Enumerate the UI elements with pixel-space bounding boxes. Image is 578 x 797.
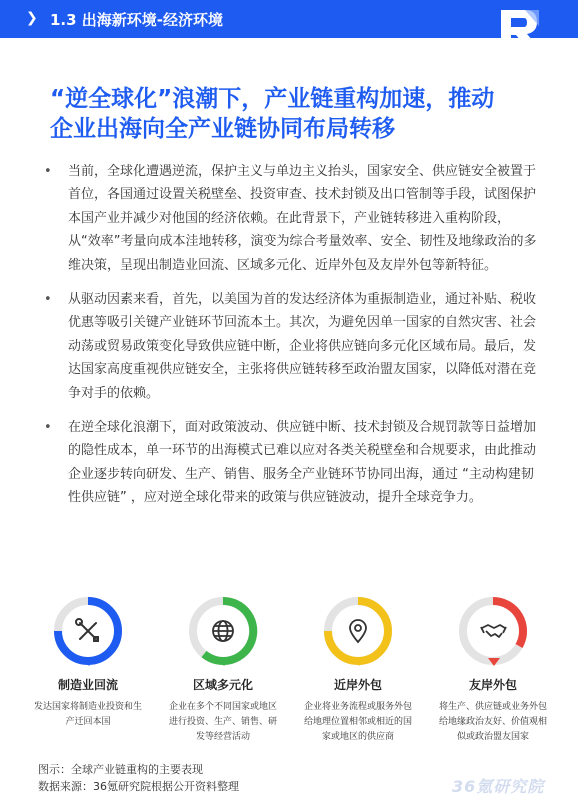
card-desc: 企业将业务流程或服务外包给地理位置相邻或相近的国家或地区的供应商 (303, 702, 412, 742)
bullet-dot-icon: • (44, 292, 52, 308)
bullet-item (40, 288, 540, 405)
pointer-triangle-icon (83, 658, 95, 666)
card-title: 区域多元化 (192, 678, 253, 692)
card-diversification (163, 595, 283, 755)
section-header (0, 0, 578, 38)
card-desc: 企业在多个不同国家或地区进行投资、生产、销售、研发等经营活动 (168, 702, 277, 742)
caption-figure: 图示：全球产业链重构的主要表现 (38, 763, 203, 776)
card-nearshoring (298, 595, 418, 755)
brand-logo-icon (495, 4, 543, 52)
bullet-text: 当前，全球化遭遇逆流，保护主义与单边主义抬头，国家安全、供应链安全被置于首位，各国通过设置关税壁垒、投资审查、技术封锁及出口管制等手段，试图保护本国产业并减少对他国的经济依赖。在此背景下，产业链转移进入重构阶段，从“效率”考量向成本洼地转移，演变为综合考量效率、安全、韧性及地缘政治的多维决策，呈现出制造业回流、区域多元化、近岸外包及友岸外包等新特征。 (68, 164, 537, 273)
page-headline (50, 84, 550, 144)
bullet-dot-icon: • (44, 164, 52, 179)
progress-ring (322, 595, 394, 667)
section-title: 1.3 出海新环境-经济环境 (50, 11, 224, 29)
caption-source: 数据来源：36氪研究院根据公开资料整理 (38, 780, 239, 793)
figure-caption (38, 761, 239, 795)
bullet-item (40, 160, 540, 277)
card-title: 近岸外包 (333, 678, 382, 692)
card-title: 制造业回流 (57, 678, 118, 692)
headline-line-2: 企业出海向全产业链协同布局转移 (50, 116, 395, 142)
card-desc: 将生产、供应链或业务外包给地缘政治友好、价值观相似或政治盟友国家 (438, 702, 547, 742)
pointer-triangle-icon (488, 658, 500, 666)
progress-ring (52, 595, 124, 667)
watermark-text: 36氪研究院 (452, 777, 545, 796)
pointer-triangle-icon (218, 658, 230, 666)
bullet-text: 从驱动因素来看，首先，以美国为首的发达经济体为重振制造业，通过补贴、税收优惠等吸引关键产业链环节回流本土。其次，为避免因单一国家的自然灾害、社会动荡或贸易政策变化导致供应链中断，企业将供应链向多元化区域布局。最后，发达国家高度重视供应链安全，主张将供应链转移至政治盟友国家，以降低对潜在竞争对手的依赖。 (68, 292, 537, 401)
progress-ring (187, 595, 259, 667)
card-friendshoring (433, 595, 553, 755)
bullet-text: 在逆全球化浪潮下，面对政策波动、供应链中断、技术封锁及合规罚款等日益增加的隐性成本，单一环节的出海模式已难以应对各类关税壁垒和合规要求，由此推动企业逐步转向研发、生产、销售、服务全产业链环节协同出海，通过 “主动构建韧性供应链” ，应对逆全球化带来的政策与供应链波动，提升全球竞争力。 (68, 420, 537, 506)
bullet-dot-icon: • (44, 420, 52, 436)
bullet-list (40, 160, 540, 521)
card-title: 友岸外包 (468, 678, 517, 692)
bullet-item (40, 416, 540, 510)
headline-line-1: “逆全球化”浪潮下，产业链重构加速，推动 (50, 86, 495, 112)
card-desc: 发达国家将制造业投资和生产迁回本国 (33, 702, 142, 727)
card-reshoring (28, 595, 148, 755)
feature-cards (28, 595, 568, 755)
progress-ring (457, 595, 529, 667)
chevron-right-icon: ❯ (26, 10, 38, 26)
pointer-triangle-icon (353, 658, 365, 666)
